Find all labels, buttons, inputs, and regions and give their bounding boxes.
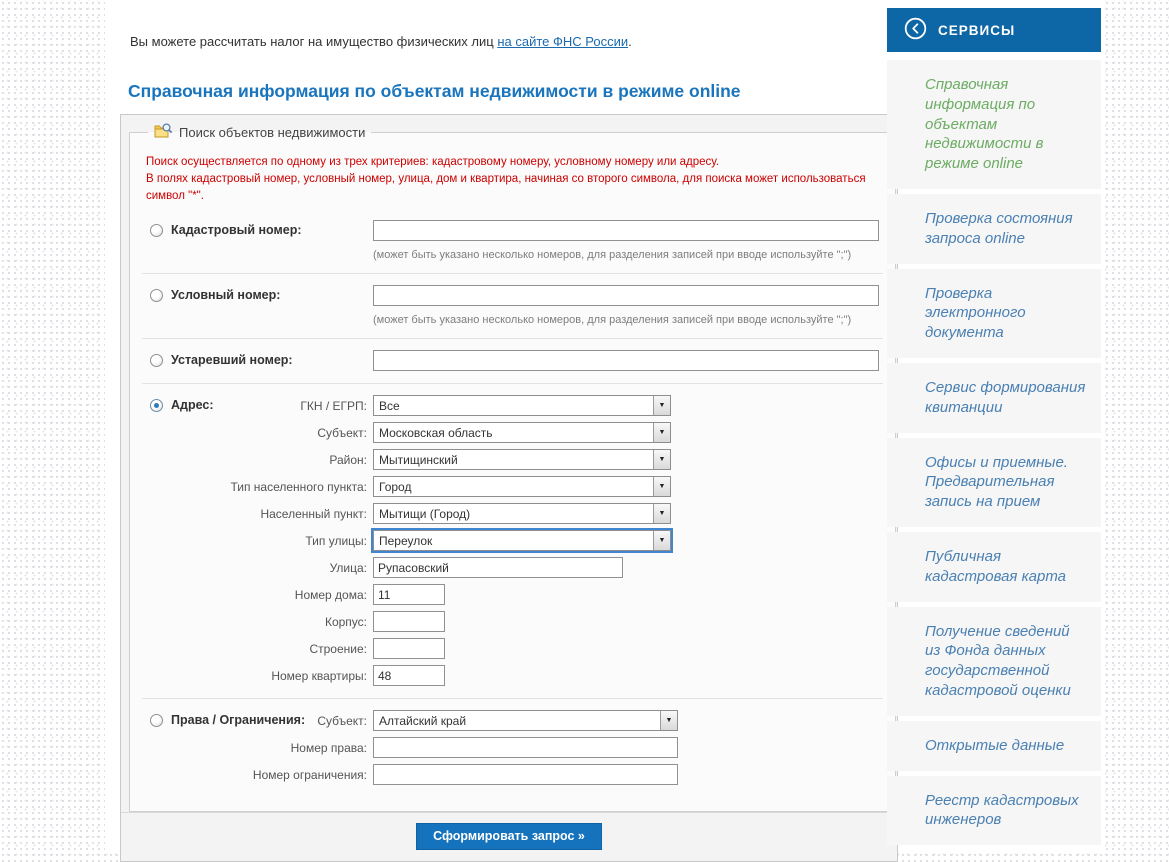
korpus-input[interactable] [373, 611, 445, 632]
conditional-number-section [146, 274, 879, 338]
sidebar-item[interactable]: Проверка состояния запроса online [887, 194, 1101, 264]
sidebar-item[interactable]: Открытые данные [887, 721, 1101, 771]
stroenie-input-label: Строение: [309, 641, 367, 656]
submit-request-button[interactable]: Сформировать запрос » [416, 823, 602, 850]
rights-region-select-label: Субъект: [317, 713, 367, 728]
chevron-down-icon[interactable]: ▼ [653, 396, 670, 415]
chevron-down-icon[interactable]: ▼ [653, 477, 670, 496]
sidebar-item[interactable]: Реестр кадастровых инженеров [887, 776, 1101, 846]
street-type-select[interactable] [373, 530, 671, 551]
form-footer [121, 812, 897, 861]
right-number-input[interactable] [373, 737, 678, 758]
cadastral-number-radio[interactable] [150, 224, 163, 237]
address-section [146, 384, 879, 698]
form-field-row [146, 557, 879, 578]
chevron-down-icon[interactable]: ▼ [653, 450, 670, 469]
search-fieldset [129, 123, 896, 812]
tax-note-period: . [628, 34, 632, 49]
house-number-input-label: Номер дома: [294, 587, 367, 602]
page-title: Справочная информация по объектам недвижимости в режиме online [128, 81, 741, 101]
district-select-value: Мытищинский [379, 453, 458, 467]
settlement-type-select-label: Тип населенного пункта: [230, 479, 367, 494]
chevron-down-icon[interactable]: ▼ [653, 423, 670, 442]
chevron-down-icon[interactable]: ▼ [653, 531, 670, 550]
rights-label[interactable]: Права / Ограничения: [171, 713, 306, 727]
obsolete-number-radio[interactable] [150, 354, 163, 367]
conditional-number-label[interactable]: Условный номер: [171, 288, 281, 302]
sidebar-item[interactable]: Проверка электронного документа [887, 269, 1101, 358]
korpus-input-label: Корпус: [324, 614, 367, 629]
gkn-egrp-select-label: ГКН / ЕГРП: [300, 398, 367, 413]
services-header[interactable] [887, 8, 1101, 52]
chevron-down-icon[interactable]: ▼ [653, 504, 670, 523]
fns-site-link[interactable]: на сайте ФНС России [497, 34, 629, 49]
sidebar-item[interactable]: Справочная информация по объектам недвижимости в режиме online [887, 60, 1101, 189]
form-field-row [146, 665, 879, 686]
sidebar-item[interactable]: Публичная кадастровая карта [887, 532, 1101, 602]
conditional-number-radio[interactable] [150, 289, 163, 302]
street-input-label: Улица: [329, 560, 367, 575]
services-header-label: СЕРВИСЫ [938, 22, 1016, 38]
obsolete-number-input[interactable] [373, 350, 879, 371]
form-field-row [146, 503, 879, 524]
form-field-row [146, 764, 879, 785]
right-number-input-label: Номер права: [290, 740, 367, 755]
rights-region-select-value: Алтайский край [379, 714, 467, 728]
street-type-select-value: Переулок [379, 534, 433, 548]
address-radio[interactable] [150, 399, 163, 412]
region-select[interactable] [373, 422, 671, 443]
settlement-select-label: Населенный пункт: [260, 506, 367, 521]
notice-line-1: Поиск осуществляется по одному из трех критериев: кадастровому номеру, условному номеру или адресу. [146, 156, 720, 168]
region-select-label: Субъект: [317, 425, 367, 440]
search-notice [146, 154, 879, 205]
cadastral-multi-hint: (может быть указано несколько номеров, для разделения записей при вводе используйте ";") [373, 249, 852, 261]
services-sidebar [887, 8, 1101, 845]
cadastral-number-label[interactable]: Кадастровый номер: [171, 223, 302, 237]
conditional-multi-hint: (может быть указано несколько номеров, для разделения записей при вводе используйте ";") [373, 314, 852, 326]
obsolete-number-label[interactable]: Устаревший номер: [171, 353, 293, 367]
search-form-container [120, 114, 898, 862]
sidebar-item[interactable]: Получение сведений из Фонда данных государственной кадастровой оценки [887, 607, 1101, 716]
gkn-egrp-select[interactable] [373, 395, 671, 416]
street-input[interactable] [373, 557, 623, 578]
apartment-number-input-label: Номер квартиры: [271, 668, 367, 683]
page-canvas [105, 0, 1105, 850]
folder-search-icon [154, 123, 173, 142]
fieldset-legend [148, 123, 371, 142]
cadastral-number-input[interactable] [373, 220, 879, 241]
notice-line-2: В полях кадастровый номер, условный номер, улица, дом и квартира, начиная со второго символа, для поиска может использоваться символ "*". [146, 173, 866, 202]
obsolete-number-section [146, 339, 879, 383]
rights-radio[interactable] [150, 714, 163, 727]
region-select-value: Московская область [379, 426, 493, 440]
form-field-row [146, 422, 879, 443]
rights-region-select[interactable] [373, 710, 678, 731]
form-field-row [146, 611, 879, 632]
district-select-label: Район: [329, 452, 367, 467]
gkn-egrp-select-value: Все [379, 399, 400, 413]
stroenie-input[interactable] [373, 638, 445, 659]
restriction-number-input[interactable] [373, 764, 678, 785]
street-type-select-label: Тип улицы: [305, 533, 367, 548]
settlement-type-select[interactable] [373, 476, 671, 497]
house-number-input[interactable] [373, 584, 445, 605]
main-content [120, 0, 898, 862]
rights-section [146, 699, 879, 797]
conditional-number-input[interactable] [373, 285, 879, 306]
form-field-row [146, 737, 879, 758]
form-field-row [146, 395, 879, 416]
address-label[interactable]: Адрес: [171, 398, 214, 412]
form-field-row [146, 476, 879, 497]
chevron-down-icon[interactable]: ▼ [660, 711, 677, 730]
fieldset-legend-text: Поиск объектов недвижимости [179, 125, 366, 140]
settlement-select[interactable] [373, 503, 671, 524]
form-field-row [146, 449, 879, 470]
settlement-select-value: Мытищи (Город) [379, 507, 471, 521]
apartment-number-input[interactable] [373, 665, 445, 686]
tax-note [130, 34, 898, 49]
tax-note-text: Вы можете рассчитать налог на имущество физических лиц [130, 34, 498, 49]
cadastral-number-section [146, 209, 879, 273]
sidebar-item[interactable]: Сервис формирования квитанции [887, 363, 1101, 433]
settlement-type-select-value: Город [379, 480, 412, 494]
form-field-row [146, 584, 879, 605]
circle-back-arrow-icon[interactable] [904, 17, 927, 43]
sidebar-item[interactable]: Офисы и приемные. Предварительная запись на прием [887, 438, 1101, 527]
form-field-row [146, 638, 879, 659]
district-select[interactable] [373, 449, 671, 470]
form-field-row [146, 530, 879, 551]
restriction-number-input-label: Номер ограничения: [252, 767, 367, 782]
